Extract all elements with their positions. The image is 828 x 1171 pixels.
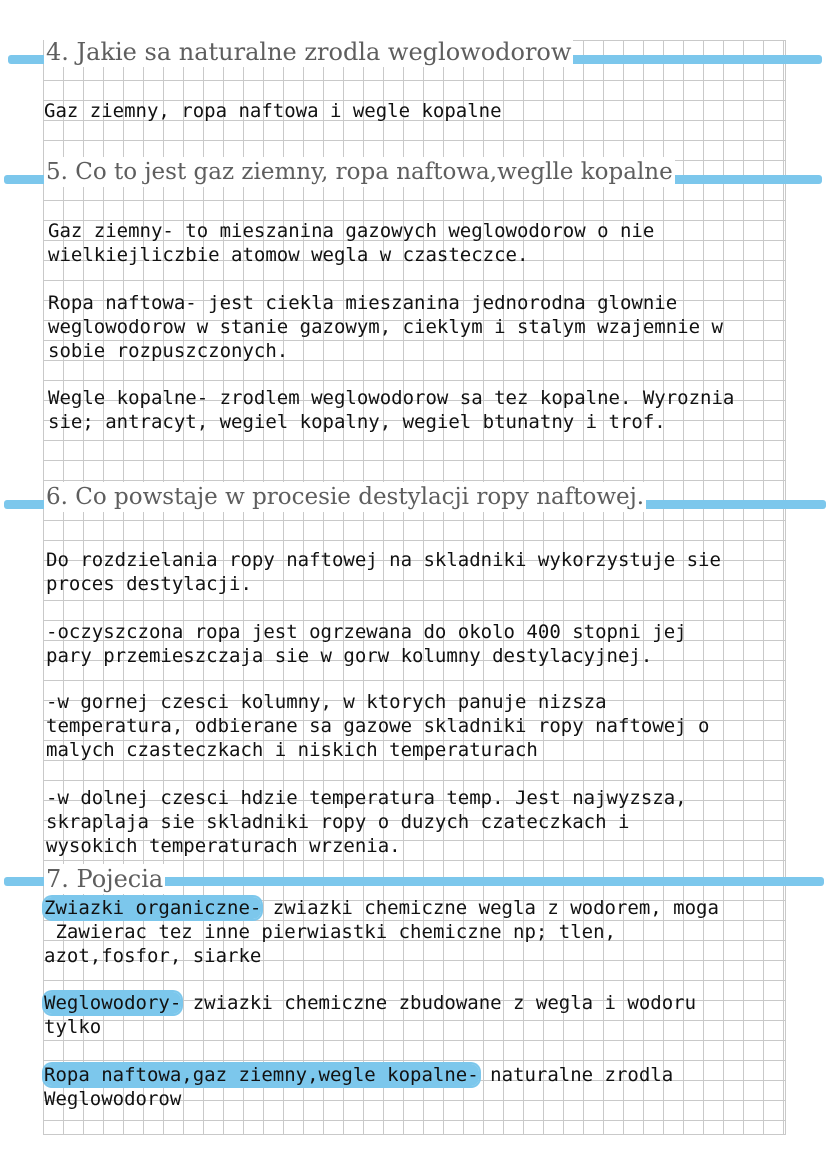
section-4-answer: Gaz ziemny, ropa naftowa i wegle kopalne xyxy=(44,100,502,122)
section-6-heading: 6. Co powstaje w procesie destylacji ropy naftowej. xyxy=(46,484,645,510)
section-5-heading: 5. Co to jest gaz ziemny, ropa naftowa,weglle kopalne xyxy=(46,159,673,185)
section-5-gas-definition: Gaz ziemny- to mieszanina gazowych weglowodorow o nie wielkiejliczbie atomow wegla w czasteczce. xyxy=(48,220,655,266)
term-definition-text: naturalne zrodla Weglowodorow xyxy=(44,1064,674,1110)
term-definition-text: zwiazki chemiczne wegla z wodorem, moga Zawierac tez inne pierwiastki chemiczne np; tlen, azot,fosfor, siarke xyxy=(44,897,719,967)
section-4-heading: 4. Jakie sa naturalne zrodla weglowodorow xyxy=(46,38,572,66)
section-6-paragraph-upper: -w gornej czesci kolumny, w ktorych panuje nizsza temperatura, odbierane sa gazowe skladniki ropy naftowej o malych czasteczkach i niskich temperaturach xyxy=(46,691,710,761)
highlighted-term: Weglowodory- xyxy=(44,992,182,1014)
term-definition-organic-compounds xyxy=(44,896,719,968)
term-definition-hydrocarbons xyxy=(44,991,696,1039)
section-5-oil-definition: Ropa naftowa- jest ciekla mieszanina jednorodna glownie weglowodorow w stanie gazowym, cieklym i stalym wzajemnie w sobie rozpuszczonych. xyxy=(48,292,723,362)
highlighted-term: Zwiazki organiczne- xyxy=(44,897,262,919)
term-definition-text: zwiazki chemiczne zbudowane z wegla i wodoru tylko xyxy=(44,992,697,1038)
term-definition-fossil-fuels xyxy=(44,1063,673,1111)
section-6-paragraph-heating: -oczyszczona ropa jest ogrzewana do okolo 400 stopni jej pary przemieszczaja sie w gorw kolumny destylacyjnej. xyxy=(46,621,687,667)
section-5-coal-definition: Wegle kopalne- zrodlem weglowodorow sa tez kopalne. Wyroznia sie; antracyt, wegiel kopalny, wegiel btunatny i trof. xyxy=(48,387,735,433)
section-7-heading: 7. Pojecia xyxy=(46,865,164,893)
section-6-paragraph-intro: Do rozdzielania ropy naftowej na skladniki wykorzystuje sie proces destylacji. xyxy=(46,549,721,595)
section-6-paragraph-lower: -w dolnej czesci hdzie temperatura temp. Jest najwyzsza, skraplaja sie skladniki ropy o duzych czateczkach i wysokich temperaturach wrzenia. xyxy=(46,787,687,857)
highlighted-term: Ropa naftowa,gaz ziemny,wegle kopalne- xyxy=(44,1064,479,1086)
